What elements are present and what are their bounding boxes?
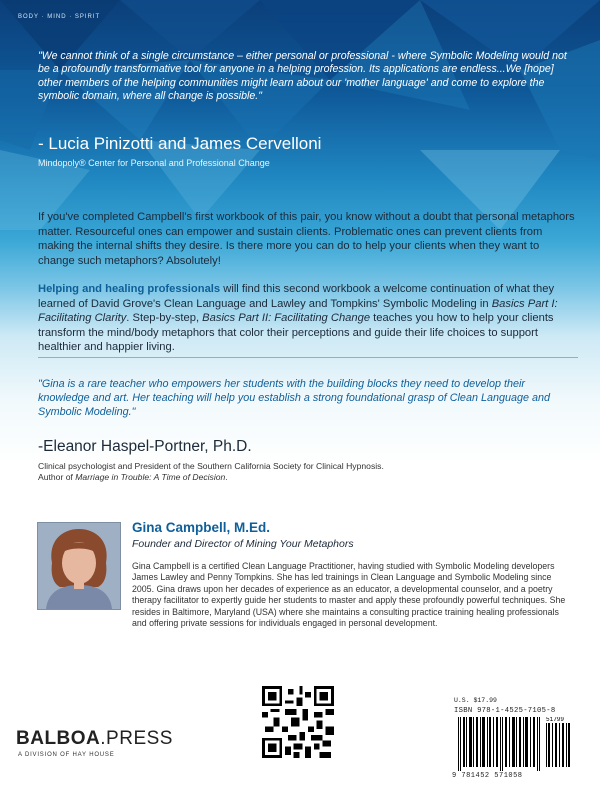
- barcode-icon: [454, 717, 572, 771]
- author-name: Gina Campbell, M.Ed.: [132, 520, 271, 535]
- testimonial-1-author: - Lucia Pinizotti and James Cervelloni: [38, 134, 322, 153]
- testimonial-1-organization: Mindopoly® Center for Personal and Professional Change: [38, 158, 270, 168]
- author-bio: Gina Campbell is a certified Clean Language Practitioner, having studied with Symbolic Modeling developers James Lawley and Penny Tompkins. She has led trainings in Clean Language and Symbolic Modeling since 2005. Gina draws upon her decades of experience as an educator, a developmental counselor, and a poetry therapy facilitator to expertly guide her students to master and apply these profoundly powerful techniques. She resides in Baltimore, Maryland (USA) where she maintains a consulting practice training healing professionals and offering private sessions for individuals engaged in personal development.: [132, 561, 566, 629]
- author-portrait-icon: [38, 523, 120, 609]
- testimonial-2-role: Clinical psychologist and President of the Southern California Society for Clinical Hypnosis.: [38, 461, 384, 471]
- author-title: Founder and Director of Mining Your Metaphors: [132, 538, 354, 550]
- testimonial-quote-2: "Gina is a rare teacher who empowers her students with the building blocks they need to develop their knowledge and art. Her teaching will help you establish a strong foundational grasp of Clean Language and Symbolic Modeling.": [38, 378, 550, 418]
- publisher-logo: [16, 728, 173, 750]
- testimonial-2-book: [38, 472, 228, 482]
- section-divider: [38, 357, 578, 358]
- barcode-number: 9 781452 571058: [452, 772, 523, 780]
- category-label: BODY · MIND · SPIRIT: [18, 14, 101, 20]
- book-title-part-1: Basics Part I: Facilitating Clarity: [38, 297, 558, 325]
- qr-code-icon: [262, 686, 334, 758]
- book-title: Marriage in Trouble: A Time of Decision: [75, 472, 226, 482]
- author-photo: [37, 522, 121, 610]
- intro-paragraph-1: If you've completed Campbell's first workbook of this pair, you know without a doubt that personal metaphors matter. Resourceful ones can empower and sustain clients. Problematic ones can prevent clients from making the internal shifts they desire. Is there more you can do to help your clients when they want to change such metaphors? Absolutely!: [38, 211, 575, 267]
- paragraph-2-part-b: . Step-by-step,: [126, 312, 203, 325]
- audience-highlight: Helping and healing professionals: [38, 283, 221, 295]
- barcode-block: [450, 697, 574, 788]
- publisher-name-thin: .PRESS: [100, 728, 173, 749]
- isbn-label: ISBN 978-1-4525-7105-8: [454, 707, 556, 715]
- price-label: U.S. $17.99: [454, 697, 497, 704]
- paragraph-2-part-c: teaches you how to help your clients transform the mind/body metaphors that color their perceptions and guide their life choices to support healthier and happier living.: [38, 312, 554, 354]
- testimonial-2-author: -Eleanor Haspel-Portner, Ph.D.: [38, 438, 252, 455]
- paragraph-2-part-a: will find this second workbook a welcome continuation of what they learned of David Grove's Clean Language and Lawley and Tompkins' Symbolic Modeling in: [38, 283, 555, 310]
- barcode-addon: 51799: [546, 717, 565, 723]
- crystal-background: [0, 0, 600, 230]
- testimonial-quote-1: "We cannot think of a single circumstance – either personal or professional - where Symbolic Modeling would not be a profoundly transformative tool for anyone in a helping profession. Its applications are endless...We [hope] other members of the helping communities might learn about our 'mother language' and come to explore the symbolic domain, where all change is possible.": [38, 50, 567, 103]
- book-prefix: Author of: [38, 472, 76, 482]
- book-title-part-2: Basics Part II: Facilitating Change: [202, 312, 371, 325]
- publisher-name-bold: BALBOA: [16, 728, 101, 749]
- intro-paragraph-2: [38, 282, 578, 355]
- book-suffix: .: [225, 472, 228, 482]
- publisher-subtitle: A DIVISION OF HAY HOUSE: [18, 752, 115, 758]
